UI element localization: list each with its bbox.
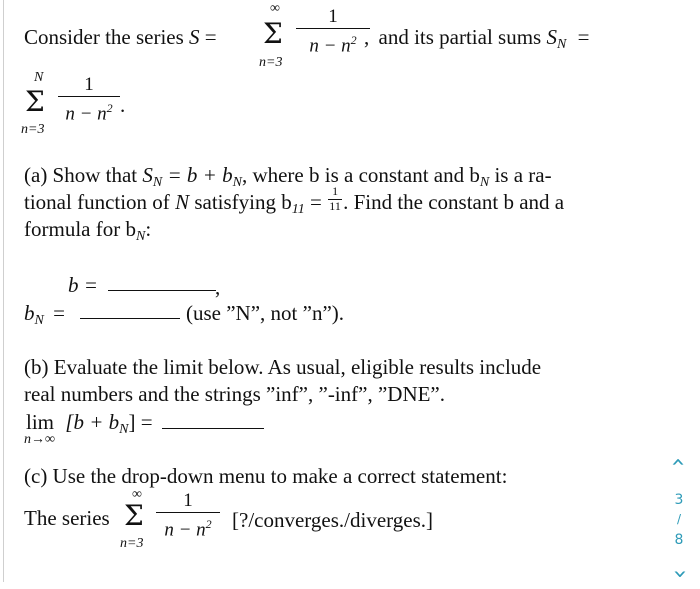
chevron-down-icon[interactable]: ‹ (665, 569, 693, 579)
sum3-upper-limit: ∞ (132, 487, 142, 502)
limit-answer-input[interactable] (162, 428, 264, 429)
sum2-lower-limit: n=3 (21, 122, 45, 137)
small-fraction: $\frac{1}{11}$ (329, 184, 341, 213)
intro-line-1 (24, 24, 217, 50)
sum2-upper-limit: N (34, 70, 44, 85)
bN-answer-input[interactable] (80, 318, 180, 319)
part-a-line-3: formula for $b_N$: (24, 217, 152, 244)
bN-hint: (use ”N”, not ”n”). (186, 301, 345, 325)
equals-2: = (577, 25, 590, 49)
b-answer-input[interactable] (108, 290, 216, 291)
page-current: 3 (674, 492, 684, 508)
fraction-numerator: 1 (328, 6, 338, 27)
limit-expression: $\lim [b + b_N]$ = (26, 410, 153, 437)
fraction2-numerator: 1 (84, 74, 94, 95)
page-separator: / (676, 512, 682, 526)
partial-sum-fraction (58, 74, 120, 125)
intro-period: . (120, 93, 126, 117)
intro-consider-text: Consider the series (24, 25, 184, 49)
b-comma: , (215, 275, 221, 299)
comma: , (364, 25, 370, 49)
part-b-line-2: real numbers and the strings ”inf”, ”-inf”, ”DNE”. (24, 382, 446, 406)
sigma-symbol: Σ (263, 17, 283, 50)
sum3-lower-limit: n=3 (120, 536, 144, 551)
partial-sum-subscript: N (556, 37, 567, 52)
series-fraction-c (156, 490, 220, 541)
convergence-dropdown[interactable]: [?/converges./diverges.] (232, 508, 433, 532)
fraction3-numerator: 1 (183, 490, 193, 511)
part-a-line-1: (a) Show that $S_N = b + b_N$, where b is a constant and $b_N$ is a ra- (24, 163, 552, 190)
page-total: 8 (674, 532, 684, 548)
bN-label: $b_N$ = (24, 301, 65, 328)
partial-sum-symbol: S (546, 25, 557, 49)
chevron-up-icon[interactable]: ‹ (665, 457, 693, 467)
part-a-line-2: tional function of N satisfying $b_{11}$ = $\frac{1}{11}$ . Find the constant b and a (24, 184, 565, 217)
part-c-series-label: The series (24, 506, 110, 530)
sum-lower-limit: n=3 (259, 55, 283, 70)
partial-sums-text: and its partial sums (378, 25, 542, 49)
lim-subscript: n→∞ (24, 432, 55, 447)
fraction2-denominator: $n - n^2$ (65, 101, 113, 125)
left-border (3, 0, 4, 582)
part-c-line-1: (c) Use the drop-down menu to make a correct statement: (24, 464, 508, 488)
sigma-symbol-2: Σ (25, 85, 45, 118)
b-label: b = (68, 273, 98, 297)
lim-text: lim (26, 410, 55, 434)
sigma-symbol-3: Σ (124, 499, 144, 532)
part-b-line-1: (b) Evaluate the limit below. As usual, eligible results include (24, 355, 542, 379)
series-symbol: S (189, 25, 200, 49)
fraction-denominator: $n - n^2$ (309, 33, 357, 57)
equals: = (204, 25, 217, 49)
fraction3-denominator: $n - n^2$ (164, 517, 212, 541)
intro-line-1-end (364, 24, 589, 58)
series-fraction (296, 6, 370, 57)
sum-upper-limit: ∞ (270, 1, 280, 16)
